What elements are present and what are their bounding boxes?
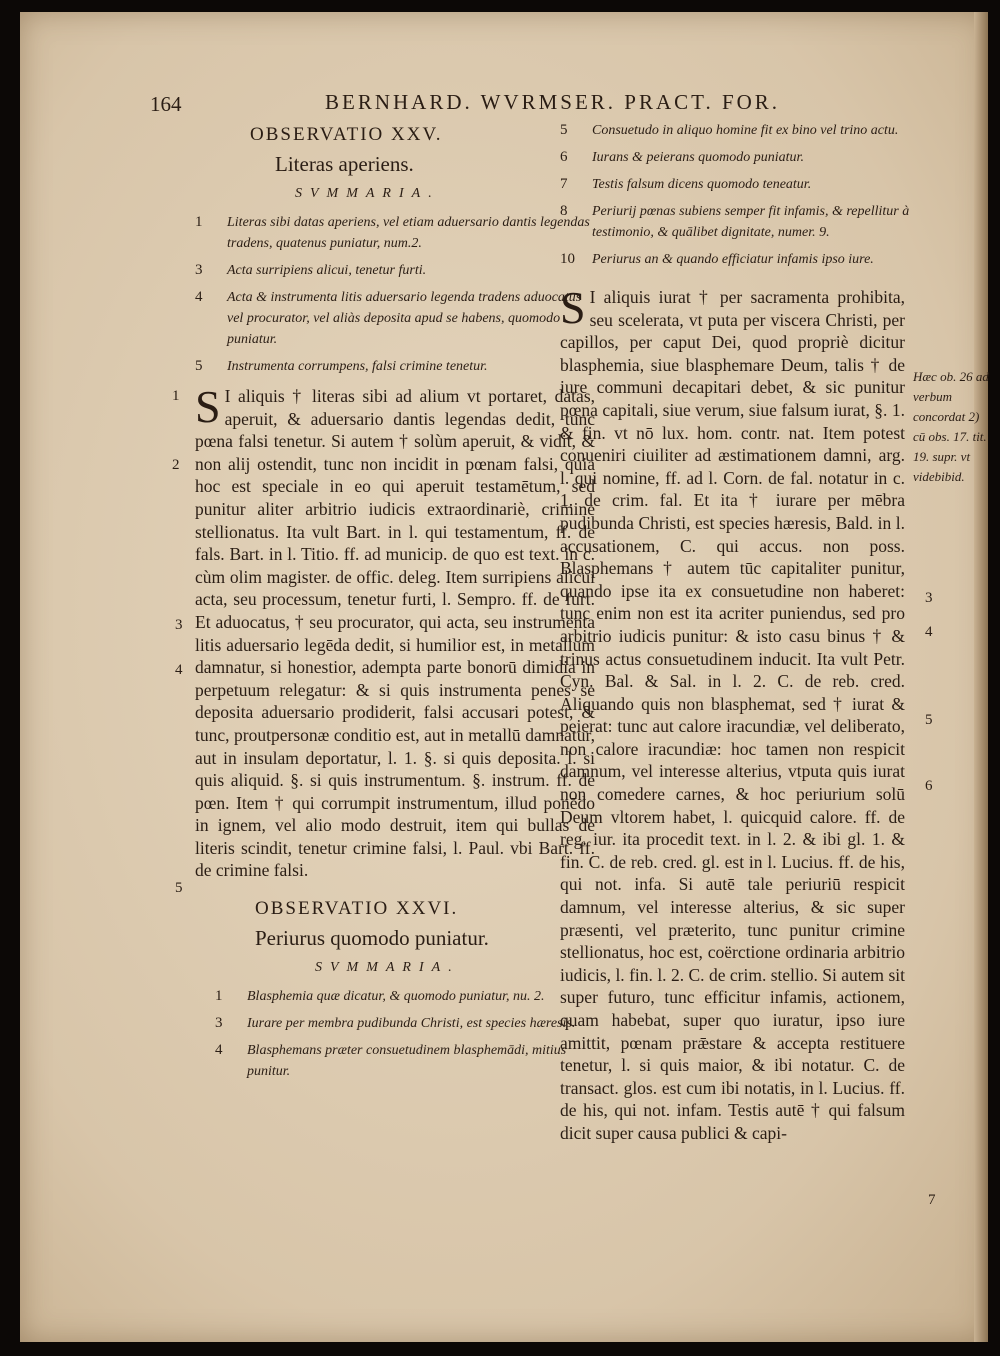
summary-item-number: 4 xyxy=(215,1042,223,1059)
summary-item-text: Instrumenta corrumpens, falsi crimine tenetur. xyxy=(227,359,488,374)
summary-item-text: Literas sibi datas aperiens, vel etiam aduersario dantis legendas tradens, quatenus puniatur, num.2. xyxy=(227,215,590,251)
margin-note-number: 7 xyxy=(928,1192,936,1208)
margin-note-number: 3 xyxy=(925,590,933,606)
summary-item xyxy=(195,212,595,254)
observation-26-body xyxy=(560,282,905,1145)
summary-item xyxy=(560,147,920,168)
summary-item-text: Iurans & peierans quomodo puniatur. xyxy=(592,150,804,165)
left-column xyxy=(195,120,595,1088)
observation-25-title: OBSERVATIO XXV. xyxy=(250,124,443,145)
summary-item-number: 5 xyxy=(195,358,203,374)
summary-item-number: 3 xyxy=(195,262,203,278)
summary-item xyxy=(215,1013,595,1034)
summary-item-number: 8 xyxy=(560,203,568,219)
summary-item-text: Iurare per membra pudibunda Christi, est species hæresis. xyxy=(247,1016,576,1032)
summary-item-number: 6 xyxy=(560,149,568,165)
summary-item-text: Consuetudo in aliquo homine fit ex bino vel trino actu. xyxy=(592,123,899,138)
observation-25-body-text: I aliquis † literas sibi ad alium vt portaret, datas, aperuit, & aduersario dantis legendas dedit, tunc pœna falsi tenetur. Si autem † solùm aperuit, & vidit, & non alij ostendit, tunc non incidit in pœnam falsi, quia hoc est speciale in eo qui aperuit testamētum, sed punitur aliter arbitrio iudicis extraordinariè, crimine stellionatus. Ita vult Bart. in l. qui testamentum, ff. de fals. Bart. in l. Titio. ff. ad municip. de quo est text. in c. cùm olim magister. de offic. deleg. Item surripiens alicui acta, seu processum, tenetur furti, l. Sempro. ff. de furt. Et aduocatus, † seu procurator, qui acta, seu instrumenta litis aduersario legēda dedit, si humilior est, in metallum damnatur, si honestior, adempta parte bonorū dimidia in perpetuum relegatur: & si quis instrumenta penes se deposita aduersario prodiderit, falsi accusari potest, & tunc, proutpersonæ conditio est, aut in metallū damnatur, aut in insulam deportatur, l. 1. §. si quis deposita. l. si quis aliquid. §. si quis instrumentum. §. instrum. ff. de pœn. Item † qui corrumpit instrumentum, illud ponēdo in ignem, vel alio modo destruit, item qui bullas de literis scindit, tenetur crimine falsi, l. Paul. vbi Bart. ff. de crimine falsi. xyxy=(195,386,595,881)
observation-26-title: OBSERVATIO XXVI. xyxy=(255,898,459,920)
right-column xyxy=(560,120,920,1145)
margin-note-number: 5 xyxy=(175,880,183,896)
summary-item-text: Acta surripiens alicui, tenetur furti. xyxy=(227,263,427,278)
summary-item-text: Testis falsum dicens quomodo teneatur. xyxy=(592,177,812,192)
page-spine-edge xyxy=(974,12,988,1342)
summary-item-number: 1 xyxy=(195,214,203,230)
summary-item-text: Blasphemia quæ dicatur, & quomodo puniatur, nu. 2. xyxy=(247,989,545,1005)
summary-item xyxy=(195,282,595,350)
summary-item-text: Periurus an & quando efficiatur infamis ipso iure. xyxy=(592,252,874,267)
book-page xyxy=(20,12,988,1342)
summary-item-text: Blasphemans præter consuetudinem blasphemādi, mitius punitur. xyxy=(247,1043,567,1080)
summary-item xyxy=(560,249,920,270)
summary-item xyxy=(215,1040,595,1082)
summary-item-text: Periurij pœnas subiens semper fit infamis, & repellitur à testimonio, & quālibet dignitate, numer. 9. xyxy=(592,204,910,240)
summary-item xyxy=(560,201,920,243)
margin-note-number: 5 xyxy=(925,712,933,728)
summary-item-number: 4 xyxy=(195,289,203,305)
summary-item xyxy=(560,120,920,141)
drop-cap: S xyxy=(560,282,586,333)
drop-cap: S xyxy=(195,381,221,432)
margin-note-number: 3 xyxy=(175,617,183,633)
summary-item xyxy=(195,356,595,377)
observation-26-summaria-heading: SVMMARIA. xyxy=(315,960,460,976)
observation-25-subtitle: Literas aperiens. xyxy=(275,152,414,176)
margin-note-number: 2 xyxy=(172,457,180,473)
margin-annotation: Hæc ob. 26 ad verbum concordat 2) cū obs. 17. tit. 19. supr. vt videbibid. xyxy=(913,369,989,484)
summary-item-number: 5 xyxy=(560,122,568,138)
margin-note-number: 6 xyxy=(925,778,933,794)
summary-item xyxy=(195,260,595,281)
summary-item-number: 7 xyxy=(560,176,568,192)
summary-item-number: 1 xyxy=(215,988,223,1005)
margin-note-number: 4 xyxy=(925,624,933,640)
observation-25-body xyxy=(195,381,595,882)
running-head: BERNHARD. WVRMSER. PRACT. FOR. xyxy=(325,90,781,114)
margin-note-number: 4 xyxy=(175,662,183,678)
summary-item-number: 3 xyxy=(215,1015,223,1032)
page-number: 164 xyxy=(150,92,182,116)
summary-item-text: Acta & instrumenta litis aduersario legenda tradens aduocatus vel procurator, vel aliàs deposita apud se habens, quomodo puniatur. xyxy=(227,290,582,347)
observation-26-subtitle: Periurus quomodo puniatur. xyxy=(255,926,489,951)
summary-item xyxy=(215,986,595,1007)
summary-item xyxy=(560,174,920,195)
margin-note-number: 1 xyxy=(172,388,180,404)
summary-item-number: 10 xyxy=(560,251,575,267)
observation-25-summaria-heading: SVMMARIA. xyxy=(295,186,440,201)
observation-26-body-text: I aliquis iurat † per sacramenta prohibita, seu scelerata, vt puta per viscera Christi, per capillos, per caput Dei, quod propriè dicitur blasphemia, siue blasphemare Deum, talis † de iure communi decapitari debet, & sic punitur pœna capitali, siue verum, siue falsum iurat, §. 1. & fin. vt nō lux. hom. contr. nat. Item potest conueniri ciuiliter ad æstimationem damni, arg. l. qui nomine, ff. ad l. Corn. de fal. notatur in c. 1. de crim. fal. Et ita † iurare per mēbra pudibunda Christi, est species hæresis, Bald. in l. accusationem, C. qui accus. non poss. Blasphemans † autem tūc capitaliter punitur, quando ipse ita ex consuetudine non haberet: tunc enim non est ita acriter puniendus, sed pro arbitrio iudicis punitur: & isto casu binus † & trinus actus consuetudinem inducit. Ita vult Petr. Cyn. Bal. & Sal. in l. 2. C. de reb. cred. Aliquando quis non blasphemat, sed † iurat & peierat: tunc aut calore iracundiæ, vel deliberato, non calore iracundiæ: hoc tamen non respicit damnum, vel interesse alterius, vtputa quis iurat non comedere carnes, & hoc periurium solū Deum vltorem habet, l. quicquid calore. ff. de reg. iur. ita procedit text. in l. 2. & ibi gl. 1. & fin. C. de reb. cred. gl. est in l. Lucius. ff. de his, qui not. infa. Si autē tale periuriū respicit damnum, vel interesse alterius, & sic super præsenti, vel præterito, tunc punitur crimine stellionatus, hoc est, coërctione ordinaria arbitrio iudicis, l. fin. l. 2. C. de crim. stellio. Si autem sit super futuro, tunc efficitur infamis, actionem, quam habebat, super quo iuratur, ipso iure amittit, pœnam prǣstare & accepta restituere tenetur, l. si quis maior, & ibi notatur. C. de transact. glos. est cum ibi notatis, in l. Lucius. ff. de his, qui not. infam. Testis autē † qui falsum dicit super causa publici & capi- xyxy=(560,287,905,1143)
